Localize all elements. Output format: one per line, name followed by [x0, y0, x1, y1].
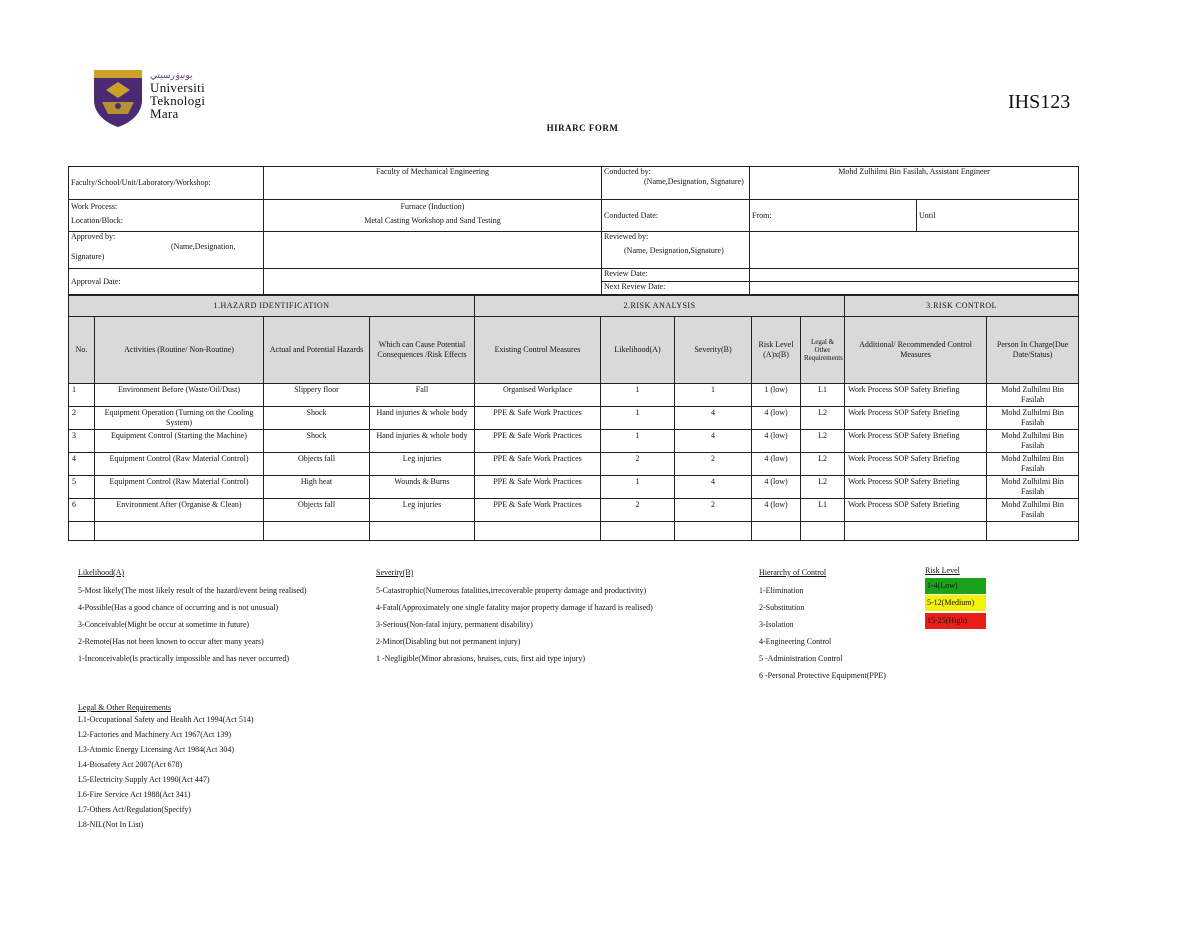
cell-likelihood[interactable]: 2 — [601, 453, 675, 476]
col-existing-control: Existing Control Measures — [475, 317, 601, 384]
cell-hazard[interactable]: Objects fall — [264, 453, 370, 476]
cell-risk-level[interactable]: 4 (low) — [752, 430, 801, 453]
cell-hazard[interactable]: Shock — [264, 407, 370, 430]
uitm-logo — [92, 68, 242, 128]
cell-additional-control[interactable]: Work Process SOP Safety Briefing — [845, 499, 987, 522]
risk-high-swatch: 15-25(High) — [925, 613, 986, 629]
legal-legend — [78, 703, 254, 835]
info-table — [68, 166, 1079, 295]
cell-consequence[interactable]: Hand injuries & whole body — [370, 430, 475, 453]
cell-empty[interactable] — [69, 522, 95, 541]
cell-empty[interactable] — [675, 522, 752, 541]
cell-empty[interactable] — [845, 522, 987, 541]
severity-legend — [376, 568, 653, 671]
faculty-value[interactable]: Faculty of Mechanical Engineering — [264, 167, 602, 200]
cell-hazard[interactable]: Objects fall — [264, 499, 370, 522]
section-hazard-identification: 1.HAZARD IDENTIFICATION — [69, 296, 475, 317]
cell-activity[interactable]: Equipment Control (Starting the Machine) — [95, 430, 264, 453]
work-location-labels — [69, 200, 264, 232]
likelihood-legend — [78, 568, 307, 671]
section-risk-control: 3.RISK CONTROL — [845, 296, 1079, 317]
cell-no[interactable]: 6 — [69, 499, 95, 522]
legal-item: L6-Fire Service Act 1988(Act 341) — [78, 790, 191, 799]
cell-risk-level[interactable]: 4 (low) — [752, 499, 801, 522]
cell-no[interactable]: 1 — [69, 384, 95, 407]
cell-legal[interactable]: L2 — [801, 407, 845, 430]
cell-existing-control[interactable]: Organised Workplace — [475, 384, 601, 407]
logo-line-1: Universiti — [150, 80, 205, 95]
conducted-by-cell — [602, 167, 750, 200]
severity-title: Severity(B) — [376, 568, 414, 577]
severity-item: 4-Fatal(Approximately one single fatality major property damage if hazard is realised) — [376, 603, 653, 612]
review-dates-values[interactable] — [750, 269, 1079, 295]
cell-severity[interactable]: 4 — [675, 430, 752, 453]
cell-hazard[interactable]: High heat — [264, 476, 370, 499]
cell-consequence[interactable]: Leg injuries — [370, 499, 475, 522]
likelihood-item: 2-Remote(Has not been known to occur after many years) — [78, 637, 264, 646]
legal-item: L5-Electricity Supply Act 1990(Act 447) — [78, 775, 210, 784]
cell-activity[interactable]: Equipment Operation (Turning on the Cooling System) — [95, 407, 264, 430]
risk-low-swatch: 1-4(Low) — [925, 578, 986, 594]
severity-item: 2-Minor(Disabling but not permanent injury) — [376, 637, 521, 646]
hierarchy-item: 6 -Personal Protective Equipment(PPE) — [759, 671, 886, 680]
cell-existing-control[interactable]: PPE & Safe Work Practices — [475, 499, 601, 522]
cell-severity[interactable]: 1 — [675, 384, 752, 407]
conducted-by-value[interactable]: Mohd Zulhilmi Bin Fasilah, Assistant Engineer — [750, 167, 1079, 200]
cell-legal[interactable]: L1 — [801, 499, 845, 522]
approved-by-sub: (Name,Designation, — [171, 242, 236, 251]
from-label[interactable]: From: — [750, 200, 917, 232]
cell-legal[interactable]: L2 — [801, 453, 845, 476]
cell-empty[interactable] — [95, 522, 264, 541]
table-row — [69, 499, 1079, 522]
legal-item: L2-Factories and Machinery Act 1967(Act 139) — [78, 730, 232, 739]
cell-existing-control[interactable]: PPE & Safe Work Practices — [475, 476, 601, 499]
cell-existing-control[interactable]: PPE & Safe Work Practices — [475, 407, 601, 430]
risk-level-title: Risk Level — [925, 566, 960, 575]
col-additional-control: Additional/ Recommended Control Measures — [845, 317, 987, 384]
cell-no[interactable]: 3 — [69, 430, 95, 453]
legal-item: L4-Biosafety Act 2007(Act 678) — [78, 760, 183, 769]
cell-person-in-charge[interactable]: Mohd Zulhilmi Bin Fasilah — [987, 499, 1079, 522]
cell-no[interactable]: 5 — [69, 476, 95, 499]
location-label: Location/Block: — [71, 216, 123, 225]
cell-no[interactable]: 2 — [69, 407, 95, 430]
cell-empty[interactable] — [987, 522, 1079, 541]
cell-consequence[interactable]: Fall — [370, 384, 475, 407]
reviewed-by-sub: (Name, Designation,Signature) — [624, 246, 724, 255]
cell-no[interactable]: 4 — [69, 453, 95, 476]
likelihood-item: 3-Conceivable(Might be occur at sometime in future) — [78, 620, 250, 629]
cell-additional-control[interactable]: Work Process SOP Safety Briefing — [845, 407, 987, 430]
table-row — [69, 476, 1079, 499]
severity-item: 1 -Negligible(Minor abrasions, bruises, cuts, first aid type injury) — [376, 654, 586, 663]
table-row-empty — [69, 522, 1079, 541]
cell-legal[interactable]: L1 — [801, 384, 845, 407]
legal-title: Legal & Other Requirements — [78, 703, 172, 712]
col-hazards: Actual and Potential Hazards — [264, 317, 370, 384]
approved-by-value[interactable] — [264, 232, 602, 269]
legal-item: L8-NIL(Not In List) — [78, 820, 144, 829]
review-dates-labels — [602, 269, 750, 295]
cell-empty[interactable] — [601, 522, 675, 541]
cell-empty[interactable] — [475, 522, 601, 541]
cell-likelihood[interactable]: 1 — [601, 430, 675, 453]
reviewed-by-label: Reviewed by: — [604, 232, 649, 241]
cell-legal[interactable]: L2 — [801, 430, 845, 453]
logo-line-3: Mara — [150, 106, 179, 121]
cell-consequence[interactable]: Hand injuries & whole body — [370, 407, 475, 430]
hierarchy-item: 5 -Administration Control — [759, 654, 843, 663]
cell-empty[interactable] — [264, 522, 370, 541]
cell-hazard[interactable]: Shock — [264, 430, 370, 453]
risk-medium-swatch: 5-12(Medium) — [925, 595, 986, 611]
risk-table — [68, 295, 1079, 541]
cell-risk-level[interactable]: 4 (low) — [752, 453, 801, 476]
hierarchy-item: 2-Substitution — [759, 603, 805, 612]
hierarchy-item: 3-Isolation — [759, 620, 794, 629]
reviewed-by-cell — [602, 232, 750, 269]
cell-likelihood[interactable]: 1 — [601, 407, 675, 430]
cell-empty[interactable] — [752, 522, 801, 541]
cell-risk-level[interactable]: 4 (low) — [752, 476, 801, 499]
review-date-label: Review Date: — [602, 269, 749, 282]
cell-activity[interactable]: Equipment Control (Raw Material Control) — [95, 453, 264, 476]
cell-empty[interactable] — [370, 522, 475, 541]
severity-item: 3-Serious(Non-fatal injury, permanent disability) — [376, 620, 533, 629]
table-row — [69, 407, 1079, 430]
col-activities: Activities (Routine/ Non-Routine) — [95, 317, 264, 384]
hierarchy-item: 4-Engineering Control — [759, 637, 832, 646]
next-review-label: Next Review Date: — [604, 282, 666, 291]
cell-additional-control[interactable]: Work Process SOP Safety Briefing — [845, 430, 987, 453]
hierarchy-item: 1-Elimination — [759, 586, 804, 595]
col-consequences: Which can Cause Potential Consequences /Risk Effects — [370, 317, 475, 384]
until-label[interactable]: Until — [917, 200, 1079, 232]
col-likelihood: Likelihood(A) — [601, 317, 675, 384]
legal-item: L1-Occupational Safety and Health Act 1994(Act 514) — [78, 715, 254, 724]
cell-person-in-charge[interactable]: Mohd Zulhilmi Bin Fasilah — [987, 407, 1079, 430]
cell-likelihood[interactable]: 1 — [601, 476, 675, 499]
conducted-by-label: Conducted by: — [604, 167, 651, 176]
cell-additional-control[interactable]: Work Process SOP Safety Briefing — [845, 453, 987, 476]
likelihood-item: 4-Possible(Has a good chance of occurring and is not unusual) — [78, 603, 279, 612]
faculty-label: Faculty/School/Unit/Laboratory/Workshop: — [69, 167, 264, 200]
legal-item: L3-Atomic Energy Licensing Act 1984(Act 304) — [78, 745, 235, 754]
cell-likelihood[interactable]: 2 — [601, 499, 675, 522]
cell-risk-level[interactable]: 4 (low) — [752, 407, 801, 430]
cell-person-in-charge[interactable]: Mohd Zulhilmi Bin Fasilah — [987, 430, 1079, 453]
cell-likelihood[interactable]: 1 — [601, 384, 675, 407]
approved-by-cell — [69, 232, 264, 269]
cell-existing-control[interactable]: PPE & Safe Work Practices — [475, 430, 601, 453]
cell-consequence[interactable]: Leg injuries — [370, 453, 475, 476]
hierarchy-title: Hierarchy of Control — [759, 568, 827, 577]
conducted-date-label: Conducted Date: — [602, 200, 750, 232]
crest-icon — [92, 68, 144, 128]
document-code: IHS123 — [1008, 91, 1071, 113]
cell-severity[interactable]: 2 — [675, 453, 752, 476]
cell-activity[interactable]: Environment After (Organise & Clean) — [95, 499, 264, 522]
cell-activity[interactable]: Environment Before (Waste/Oil/Dust) — [95, 384, 264, 407]
cell-person-in-charge[interactable]: Mohd Zulhilmi Bin Fasilah — [987, 476, 1079, 499]
table-row — [69, 453, 1079, 476]
likelihood-item: 5-Most likely(The most likely result of the hazard/event being realised) — [78, 586, 307, 595]
cell-existing-control[interactable]: PPE & Safe Work Practices — [475, 453, 601, 476]
work-process-label: Work Process: — [71, 202, 118, 211]
severity-item: 5-Catastrophic(Numerous fatalities,irrecoverable property damage and productivity) — [376, 586, 647, 595]
likelihood-title: Likelihood(A) — [78, 568, 125, 577]
cell-empty[interactable] — [801, 522, 845, 541]
reviewed-by-value[interactable] — [750, 232, 1079, 269]
form-title: HIRARC FORM — [546, 123, 619, 133]
cell-person-in-charge[interactable]: Mohd Zulhilmi Bin Fasilah — [987, 453, 1079, 476]
hierarchy-legend — [759, 568, 886, 688]
cell-person-in-charge[interactable]: Mohd Zulhilmi Bin Fasilah — [987, 384, 1079, 407]
col-severity: Severity(B) — [675, 317, 752, 384]
table-row — [69, 430, 1079, 453]
col-legal: Legal & Other Requirements — [801, 317, 845, 384]
table-row — [69, 384, 1079, 407]
cell-activity[interactable]: Equipment Control (Raw Material Control) — [95, 476, 264, 499]
cell-severity[interactable]: 2 — [675, 499, 752, 522]
col-person-in-charge: Person In Charge(Due Date/Status) — [987, 317, 1079, 384]
conducted-by-sub: (Name,Designation, Signature) — [644, 177, 744, 186]
work-process-value[interactable]: Furnace (Induction) — [400, 202, 465, 211]
cell-consequence[interactable]: Wounds & Burns — [370, 476, 475, 499]
risk-level-legend — [925, 566, 975, 625]
cell-additional-control[interactable]: Work Process SOP Safety Briefing — [845, 476, 987, 499]
approved-by-sig: Signature) — [71, 252, 105, 261]
col-no: No. — [69, 317, 95, 384]
cell-risk-level[interactable]: 1 (low) — [752, 384, 801, 407]
approved-by-label: Approved by: — [71, 232, 116, 241]
col-risk-level: Risk Level (A)x(B) — [752, 317, 801, 384]
logo-jawi: ﻳﻮﻧﻴۏرسيتي — [150, 70, 193, 80]
cell-hazard[interactable]: Slippery floor — [264, 384, 370, 407]
cell-severity[interactable]: 4 — [675, 407, 752, 430]
cell-additional-control[interactable]: Work Process SOP Safety Briefing — [845, 384, 987, 407]
likelihood-item: 1-Inconceivable(Is practically impossible and has never occurred) — [78, 654, 290, 663]
work-location-values — [264, 200, 602, 232]
cell-severity[interactable]: 4 — [675, 476, 752, 499]
legal-item: L7-Others Act/Regulation(Specify) — [78, 805, 192, 814]
section-risk-analysis: 2.RISK ANALYSIS — [475, 296, 845, 317]
approval-date-label: Approval Date: — [69, 269, 264, 295]
approval-date-value[interactable] — [264, 269, 602, 295]
location-value[interactable]: Metal Casting Workshop and Sand Testing — [364, 216, 501, 225]
cell-legal[interactable]: L2 — [801, 476, 845, 499]
logo-line-2: Teknologi — [150, 93, 206, 108]
